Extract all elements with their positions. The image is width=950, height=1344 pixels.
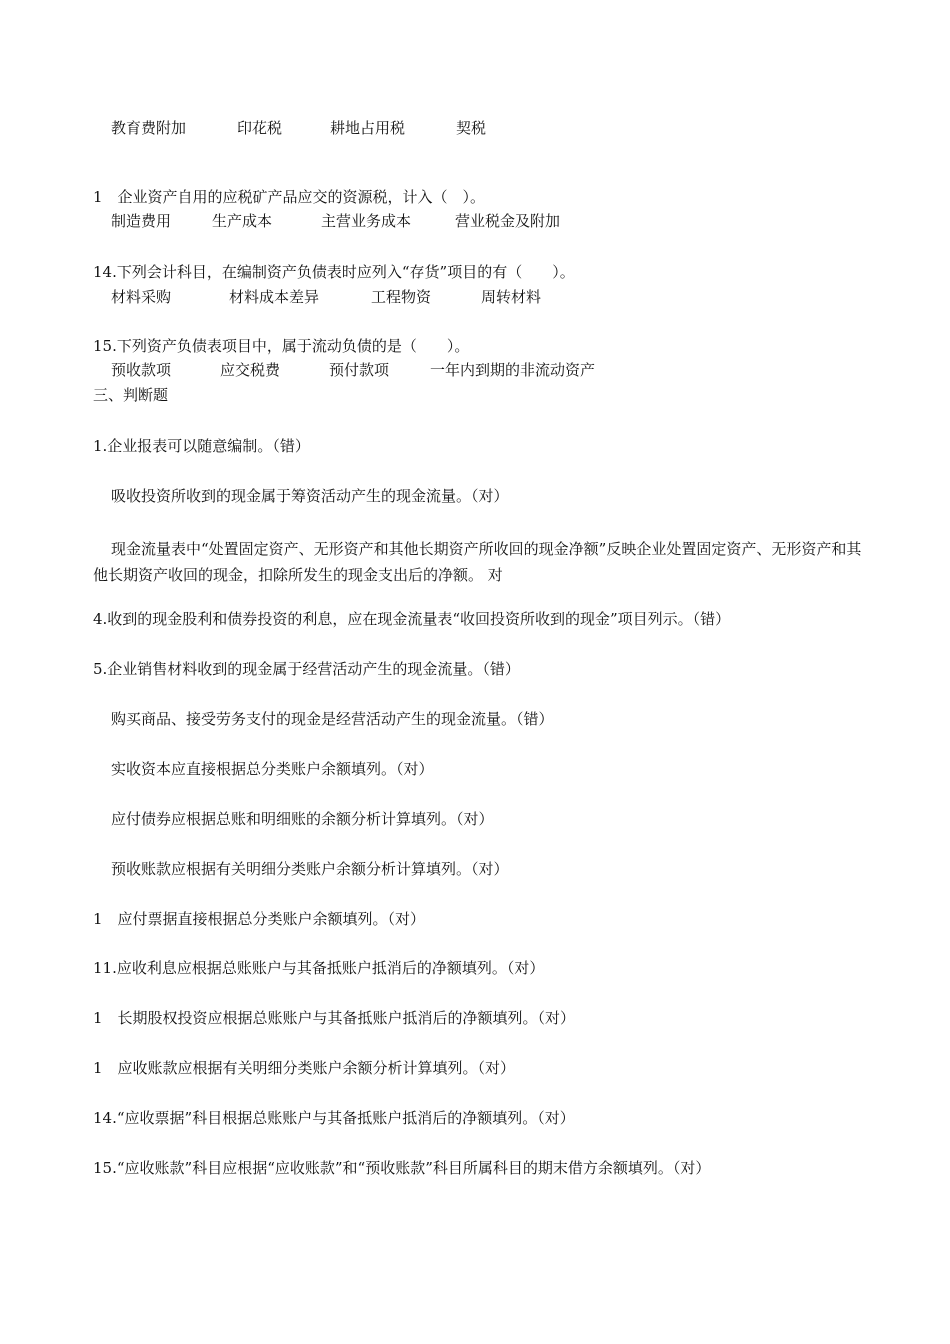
option-text: 营业税金及附加 [455, 212, 561, 230]
option-text: 契税 [456, 119, 487, 137]
option-text: 制造费用 [111, 212, 172, 230]
judgment-item: 11.应收利息应根据总账账户与其备抵账户抵消后的净额填列。（对） [93, 959, 545, 977]
option-text: 材料采购 [111, 288, 172, 306]
option-text: 应交税费 [220, 361, 281, 379]
option-text: 周转材料 [481, 288, 542, 306]
judgment-item: 1 长期股权投资应根据总账账户与其备抵账户抵消后的净额填列。（对） [93, 1009, 576, 1027]
question-stem: 14.下列会计科目，在编制资产负债表时应列入“存货”项目的有（ ）。 [93, 263, 575, 281]
option-text: 印花税 [237, 119, 283, 137]
option-text: 材料成本差异 [229, 288, 320, 306]
option-text: 生产成本 [212, 212, 273, 230]
judgment-item: 1 应收账款应根据有关明细分类账户余额分析计算填列。（对） [93, 1059, 516, 1077]
judgment-item: 预收账款应根据有关明细分类账户余额分析计算填列。（对） [111, 860, 509, 878]
option-text: 预付款项 [329, 361, 390, 379]
option-text: 预收款项 [111, 361, 172, 379]
option-text: 工程物资 [371, 288, 432, 306]
option-text: 教育费附加 [111, 119, 187, 137]
judgment-item: 14.“应收票据”科目根据总账账户与其备抵账户抵消后的净额填列。（对） [93, 1109, 575, 1127]
judgment-item: 吸收投资所收到的现金属于筹资活动产生的现金流量。（对） [111, 487, 509, 505]
judgment-item: 现金流量表中“处置固定资产、无形资产和其他长期资产所收回的现金净额”反映企业处置固定资产、无形资产和其他长期资产收回的现金，扣除所发生的现金支出后的净额。 对 [93, 540, 862, 584]
judgment-item: 购买商品、接受劳务支付的现金是经营活动产生的现金流量。（错） [111, 710, 554, 728]
question-stem: 1 企业资产自用的应税矿产品应交的资源税，计入（ ）。 [93, 188, 486, 206]
option-text: 主营业务成本 [321, 212, 412, 230]
judgment-item: 1.企业报表可以随意编制。（错） [93, 437, 310, 455]
judgment-item: 实收资本应直接根据总分类账户余额填列。（对） [111, 760, 434, 778]
section-title: 三、判断题 [93, 386, 169, 404]
option-text: 耕地占用税 [330, 119, 406, 137]
judgment-item: 5.企业销售材料收到的现金属于经营活动产生的现金流量。（错） [93, 660, 520, 678]
judgment-item: 15.“应收账款”科目应根据“应收账款”和“预收账款”科目所属科目的期末借方余额填列。（对） [93, 1159, 711, 1177]
judgment-item: 4.收到的现金股利和债券投资的利息，应在现金流量表“收回投资所收到的现金”项目列示。（错） [93, 610, 731, 628]
question-stem: 15.下列资产负债表项目中，属于流动负债的是（ ）。 [93, 337, 470, 355]
judgment-item: 1 应付票据直接根据总分类账户余额填列。（对） [93, 910, 426, 928]
option-text: 一年内到期的非流动资产 [430, 361, 596, 379]
judgment-item: 应付债券应根据总账和明细账的余额分析计算填列。（对） [111, 810, 494, 828]
